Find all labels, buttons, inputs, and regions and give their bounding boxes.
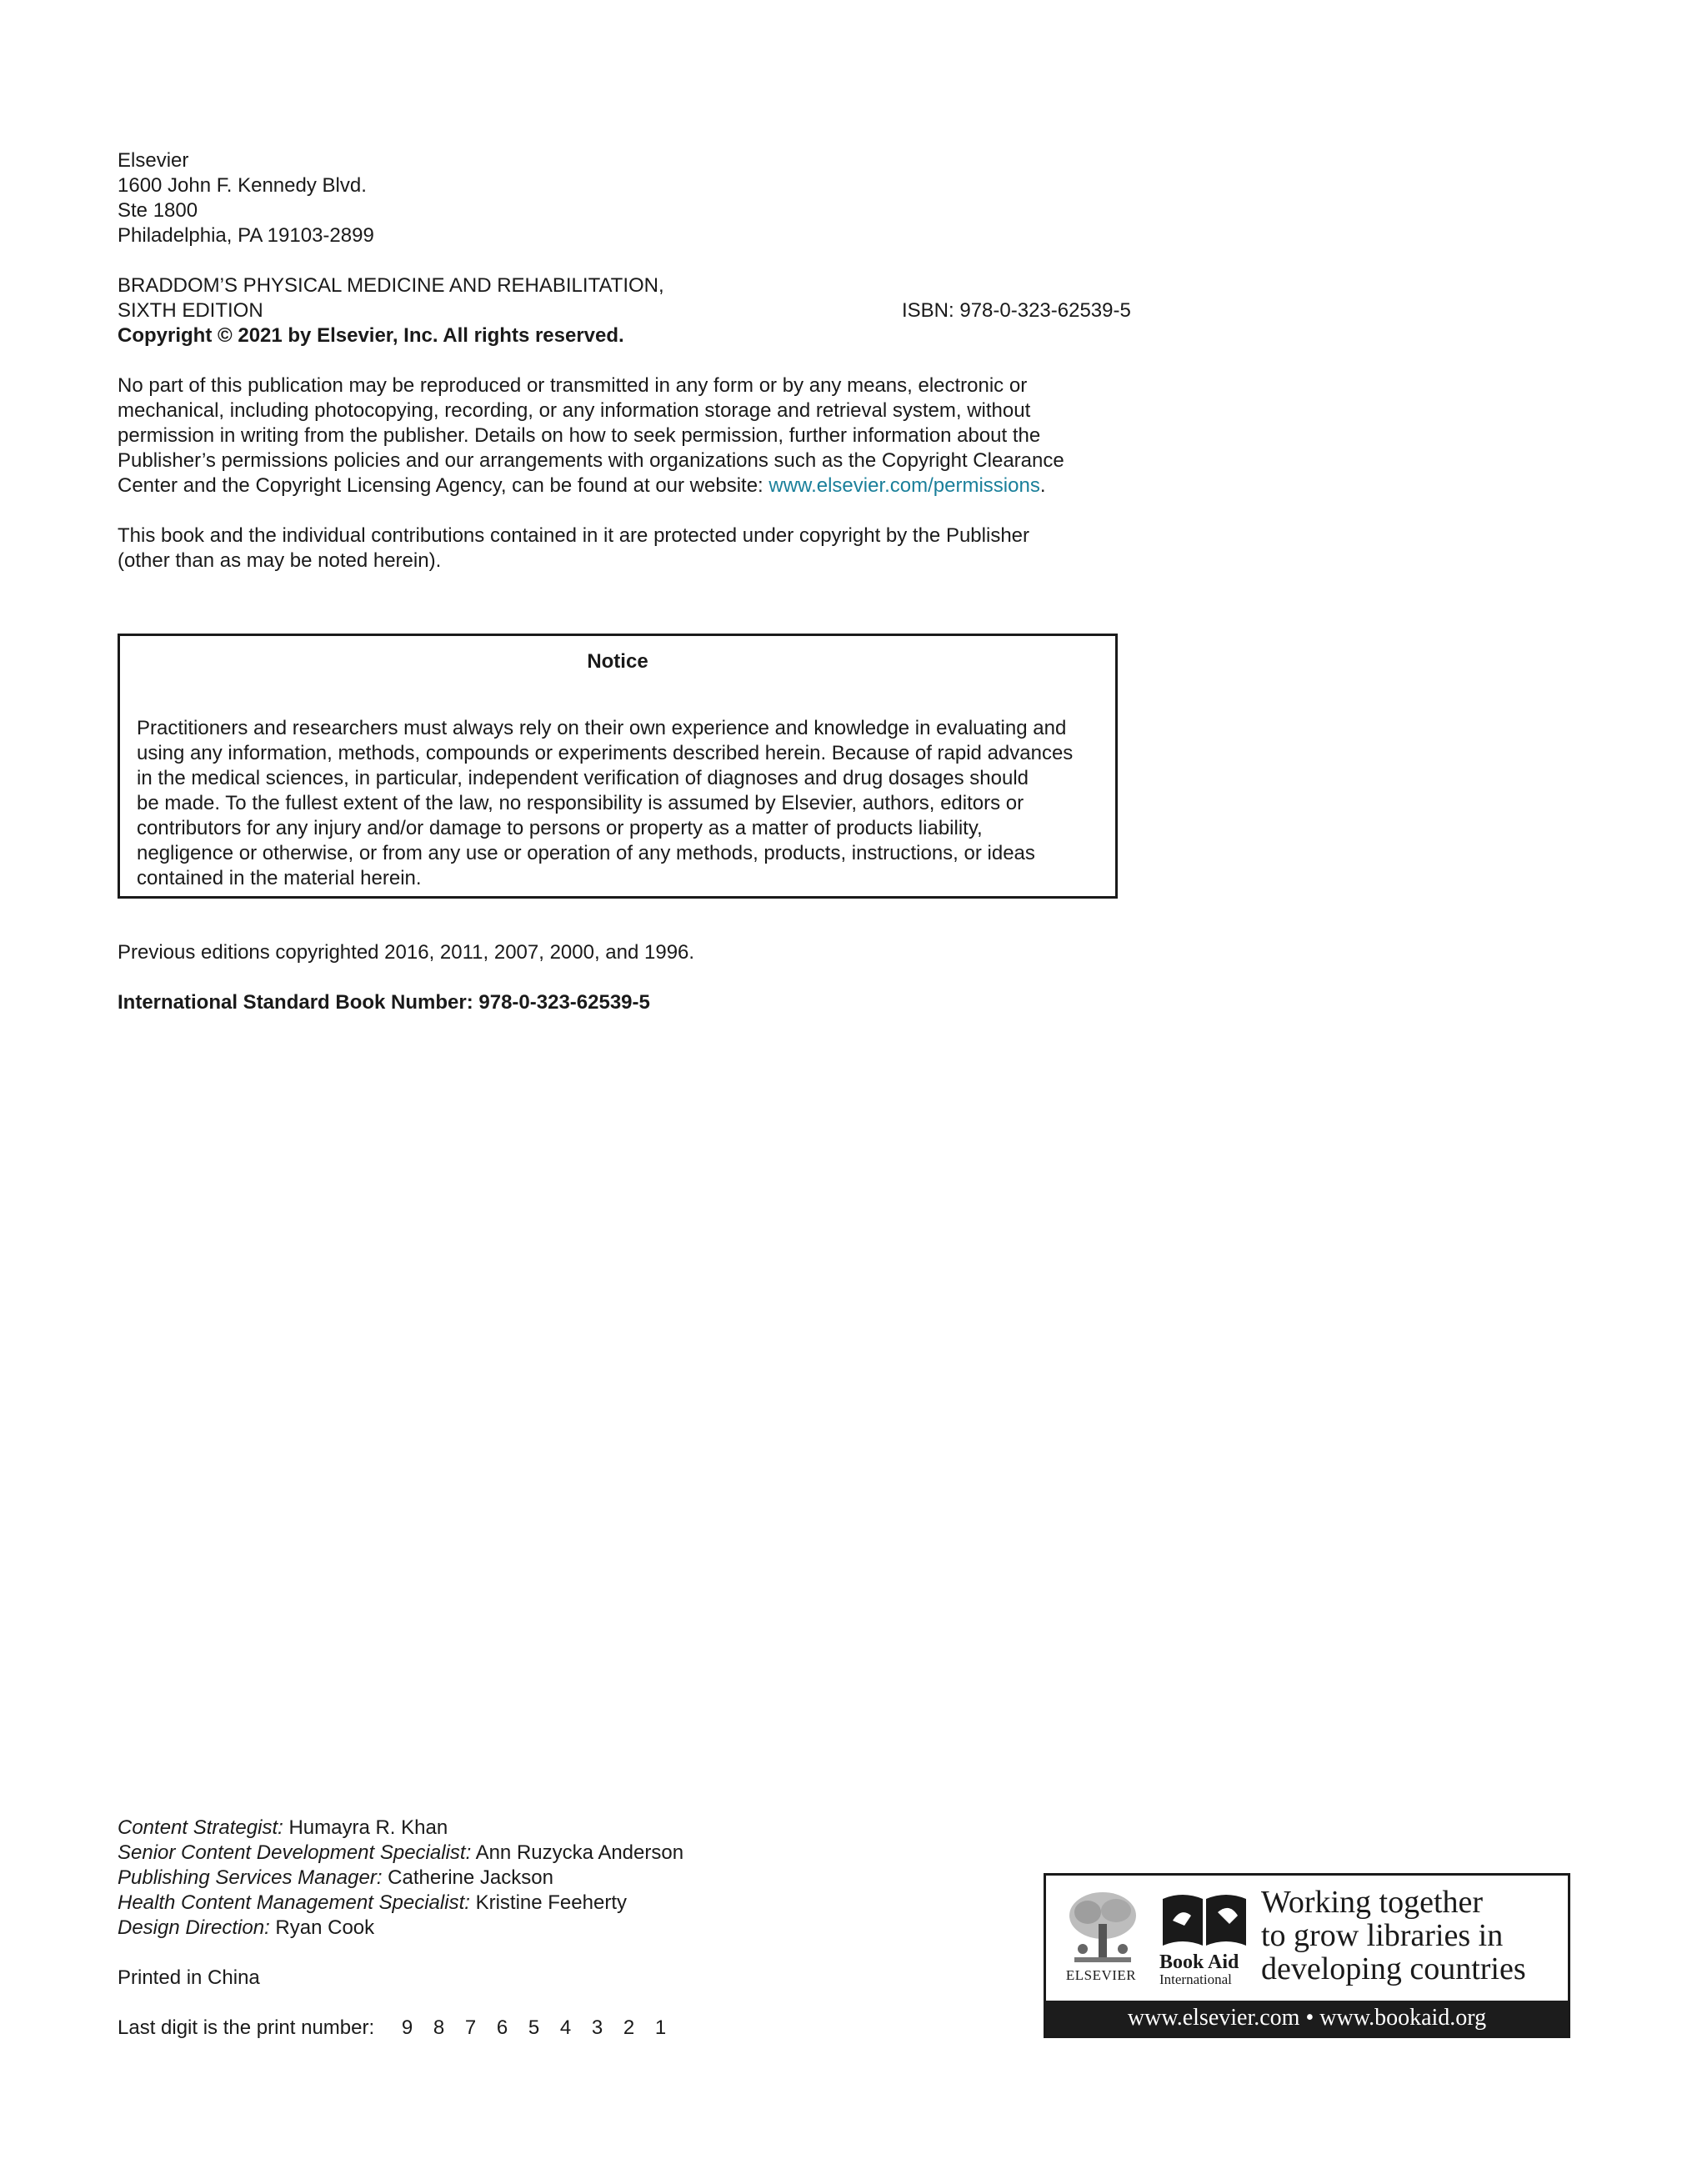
credit-row [118,1816,683,1841]
protection-paragraph [118,523,1029,574]
previous-editions: Previous editions copyrighted 2016, 2011, 2007, 2000, and 1996. [118,941,695,964]
print-number-digits [402,2016,687,2041]
print-digit: 1 [654,2016,667,2039]
book-aid-subtitle: International [1159,1971,1232,1987]
notice-line: in the medical sciences, in particular, independent verification of diagnoses and drug dosages should [137,767,1029,789]
address-line: Philadelphia, PA 19103-2899 [118,224,374,247]
book-edition: SIXTH EDITION [118,299,263,322]
elsevier-label: ELSEVIER [1065,1967,1137,1983]
notice-line: contributors for any injury and/or damage to persons or property as a matter of products liability, [137,817,983,839]
elsevier-tree-icon [1063,1887,1143,1967]
print-digit: 9 [401,2016,413,2039]
print-number-row [118,2016,687,2041]
print-digit: 4 [559,2016,572,2039]
rights-paragraph [118,373,1064,498]
notice-body [137,716,1073,891]
credit-row [118,1891,683,1916]
credit-name: Ryan Cook [269,1916,375,1939]
notice-line: be made. To the fullest extent of the law, no responsibility is assumed by Elsevier, authors, editors or [137,792,1024,814]
notice-line: using any information, methods, compounds or experiments described herein. Because of rapid advances [137,742,1074,764]
publisher-address [118,148,374,248]
print-digit: 8 [433,2016,445,2039]
credit-name: Kristine Feeherty [469,1891,627,1914]
notice-title: Notice [587,650,648,673]
print-digit: 3 [591,2016,603,2039]
isbn-label: ISBN: 978-0-323-62539-5 [902,299,1131,322]
logo-url-strip: www.elsevier.com • www.bookaid.org [1046,2001,1568,2036]
credit-role: Publishing Services Manager: [118,1866,383,1889]
rights-line: permission in writing from the publisher. Details on how to seek permission, further information about the [118,424,1041,447]
address-line: Elsevier [118,149,189,172]
credit-name: Catherine Jackson [382,1866,553,1889]
book-aid-logo-panel [1044,1873,1570,2038]
credit-row [118,1916,683,1941]
rights-line: Publisher’s permissions policies and our arrangements with organizations such as the Copyright Clearance [118,449,1064,472]
protection-line: (other than as may be noted herein). [118,549,442,572]
print-number-label: Last digit is the print number: [118,2016,375,2039]
printed-in: Printed in China [118,1966,260,1989]
notice-line: Practitioners and researchers must always rely on their own experience and knowledge in evaluating and [137,717,1067,739]
credit-row [118,1841,683,1866]
credit-role: Senior Content Development Specialist: [118,1841,472,1864]
address-line: Ste 1800 [118,199,198,222]
notice-box [118,634,1118,899]
book-aid-label: Book Aid [1159,1951,1239,1973]
book-title-line: BRADDOM’S PHYSICAL MEDICINE AND REHABILITATION, [118,274,664,297]
print-digit: 6 [496,2016,508,2039]
tagline-line: to grow libraries in [1261,1918,1504,1953]
rights-line: No part of this publication may be reproduced or transmitted in any form or by any means, electronic or [118,374,1028,397]
credit-row [118,1866,683,1891]
print-digit: 2 [623,2016,635,2039]
tagline-line: Working together [1261,1885,1484,1920]
credit-role: Health Content Management Specialist: [118,1891,470,1914]
rights-line-end: . [1039,474,1046,497]
credit-role: Design Direction: [118,1916,270,1939]
print-digit: 5 [528,2016,540,2039]
credit-name: Humayra R. Khan [283,1816,448,1839]
credit-name: Ann Ruzycka Anderson [471,1841,684,1864]
book-aid-hands-icon [1159,1887,1249,1951]
isbn-statement: International Standard Book Number: 978-0-323-62539-5 [118,991,650,1014]
notice-line: contained in the material herein. [137,867,422,889]
permissions-link[interactable]: www.elsevier.com/permissions [768,474,1040,497]
production-credits [118,1816,683,1941]
notice-line: negligence or otherwise, or from any use or operation of any methods, products, instructions, or ideas [137,842,1035,864]
protection-line: This book and the individual contributions contained in it are protected under copyright by the Publisher [118,524,1030,547]
logo-tagline [1261,1886,1526,1986]
print-digit: 7 [464,2016,477,2039]
copyright-line: Copyright © 2021 by Elsevier, Inc. All rights reserved. [118,324,624,347]
rights-line: mechanical, including photocopying, recording, or any information storage and retrieval system, without [118,399,1031,422]
book-title-block [118,273,664,348]
address-line: 1600 John F. Kennedy Blvd. [118,174,367,197]
rights-line [118,473,1064,498]
tagline-line: developing countries [1261,1951,1526,1986]
credit-role: Content Strategist: [118,1816,283,1839]
rights-line-text: Center and the Copyright Licensing Agency, can be found at our website: [118,474,769,497]
